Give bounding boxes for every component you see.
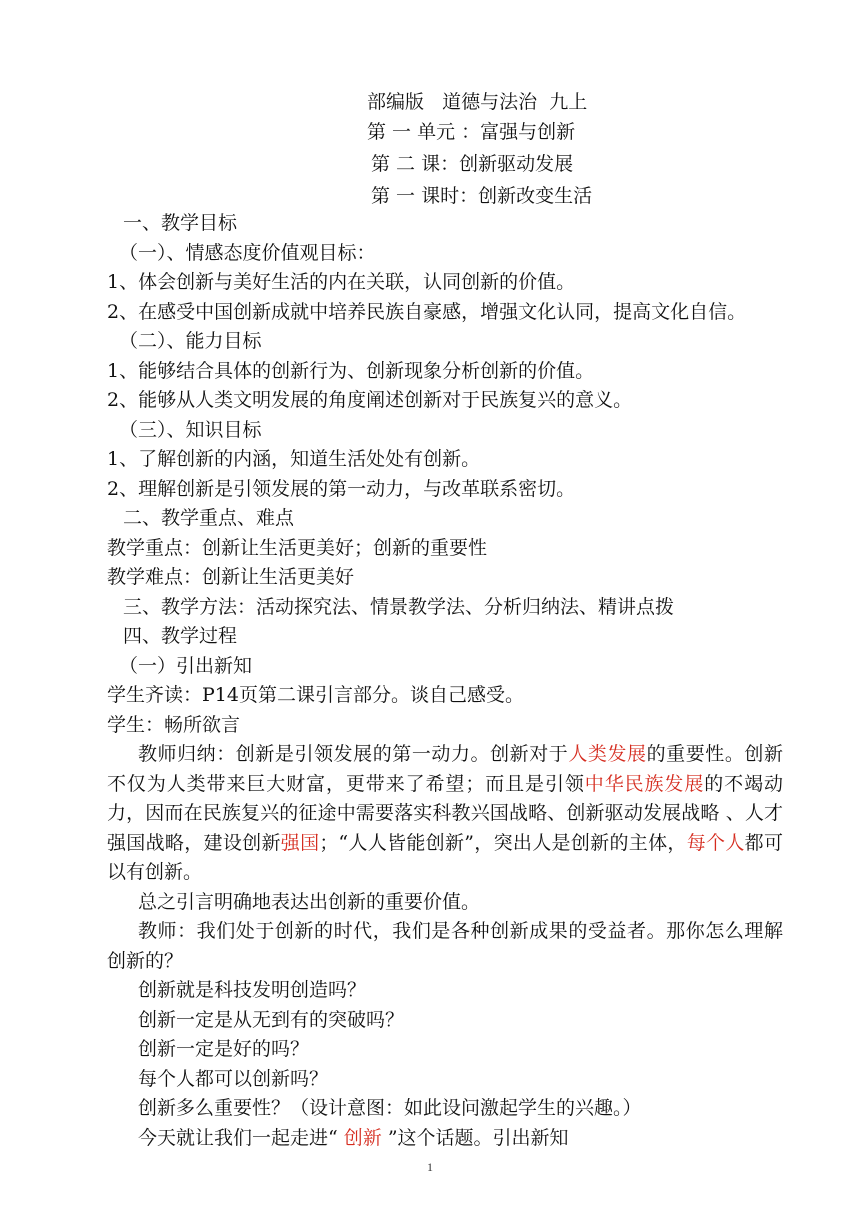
student-reading-line: 学生齐读：P14页第二课引言部分。谈自己感受。 <box>107 684 524 706</box>
section-heading-process: 四、教学过程 <box>123 625 238 647</box>
doc-title-unit: 第 一 单元 ：富强与创新 <box>367 121 576 143</box>
question-line: 创新一定是从无到有的突破吗？ <box>138 1008 405 1031</box>
teacher-summary-paragraph: 教师归纳：创新是引领发展的第一动力。创新对于人类发展的重要性。创新不仅为人类带来巨大财富，更带来了希望；而且是引领中华民族发展的不竭动力，因而在民族复兴的征途中需要落实科教兴国战略、创新驱动发展战略 、人才强国战略，建设创新强国；“人人皆能创新”，突出人是创新的主体，每个人都可以有创新。 <box>107 743 783 883</box>
doc-title-lesson: 第 二 课：创新驱动发展 <box>371 153 574 175</box>
highlight-text: 强国 <box>280 831 320 854</box>
question-line: 每个人都可以创新吗？ <box>138 1067 329 1090</box>
difficult-point-line: 教学难点：创新让生活更美好 <box>107 566 355 588</box>
subheading-ability: （二）、能力目标 <box>119 330 262 352</box>
question-line: 创新多么重要性？（设计意图：如此设问激起学生的兴趣。） <box>138 1097 642 1119</box>
question-line: 创新一定是好的吗？ <box>138 1038 310 1060</box>
doc-title-line-1: 部编版 道德与法治 九上 <box>367 91 588 113</box>
section-heading-objectives: 一、教学目标 <box>123 212 238 234</box>
section-heading-methods: 三、教学方法：活动探究法、情景教学法、分析归纳法、精讲点拨 <box>123 595 675 618</box>
key-point-line: 教学重点：创新让生活更美好；创新的重要性 <box>107 536 488 559</box>
objective-item: 2、能够从人类文明发展的角度阐述创新对于民族复兴的意义。 <box>107 389 633 411</box>
highlight-text: 每个人 <box>686 831 745 854</box>
document-body <box>107 209 783 1153</box>
objective-item: 1、体会创新与美好生活的内在关联，认同创新的价值。 <box>107 271 576 293</box>
section-heading-key-points: 二、教学重点、难点 <box>123 507 295 529</box>
doc-title-period: 第 一 课时：创新改变生活 <box>371 185 593 207</box>
highlight-text: 人类发展 <box>568 743 647 765</box>
subheading-values: （一）、情感态度价值观目标： <box>119 241 376 264</box>
subheading-knowledge: （三）、知识目标 <box>119 418 262 441</box>
closing-line: 今天就让我们一起走进“ 创新 ”这个话题。引出新知 <box>138 1126 569 1149</box>
objective-item: 2、在感受中国创新成就中培养民族自豪感，增强文化认同，提高文化自信。 <box>107 300 747 323</box>
teacher-question-paragraph: 教师：我们处于创新的时代，我们是各种创新成果的受益者。那你怎么理解创新的？ <box>107 920 783 972</box>
highlight-text: 中华民族发展 <box>584 772 705 795</box>
page-number: 1 <box>427 1160 433 1174</box>
subheading-intro: （一）引出新知 <box>119 654 253 677</box>
highlight-text: 创新 <box>343 1126 382 1149</box>
objective-item: 1、能够结合具体的创新行为、创新现象分析创新的价值。 <box>107 359 595 382</box>
question-line: 创新就是科技发明创造吗？ <box>138 979 367 1001</box>
objective-item: 1、了解创新的内涵，知道生活处处有创新。 <box>107 448 481 470</box>
student-response-line: 学生：畅所欲言 <box>107 713 241 736</box>
objective-item: 2、理解创新是引领发展的第一动力，与改革联系密切。 <box>107 477 576 500</box>
conclusion-paragraph: 总之引言明确地表达出创新的重要价值。 <box>138 890 481 913</box>
